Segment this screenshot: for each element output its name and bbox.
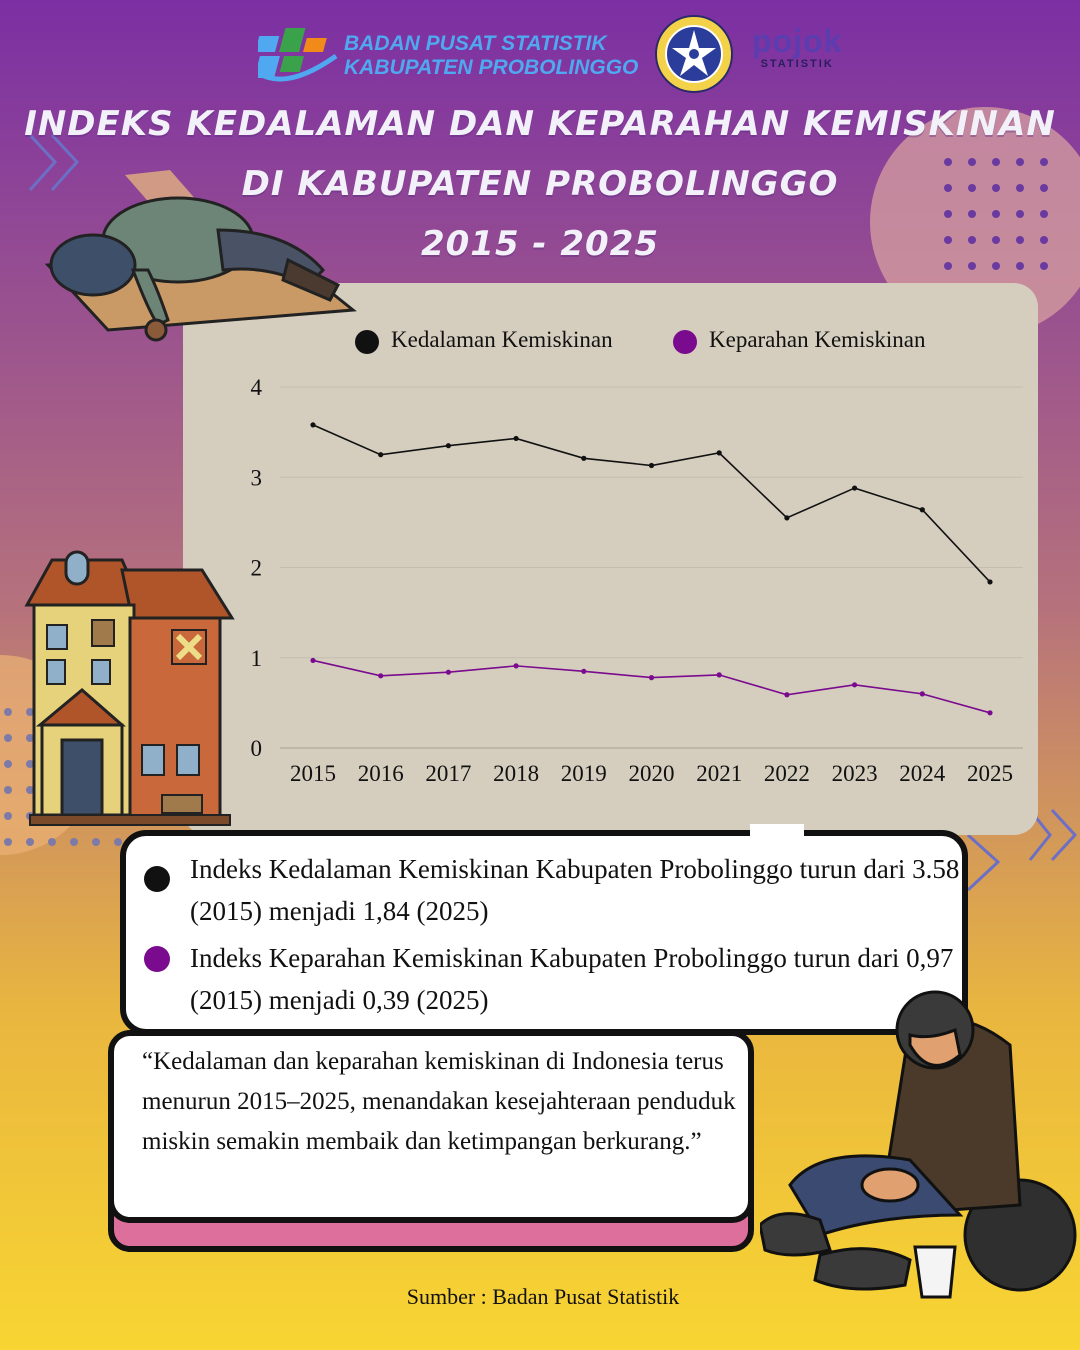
data-point-kedalaman bbox=[784, 515, 789, 520]
data-point-kedalaman bbox=[446, 443, 451, 448]
statistik-word: STATISTIK bbox=[760, 58, 834, 70]
legend-label-kedalaman: Kedalaman Kemiskinan bbox=[391, 327, 613, 352]
legend-label-keparahan: Keparahan Kemiskinan bbox=[709, 327, 926, 352]
y-tick-label: 2 bbox=[250, 555, 262, 581]
y-tick-label: 3 bbox=[250, 465, 262, 491]
title-line-1: INDEKS KEDALAMAN DAN KEPARAHAN KEMISKINAN bbox=[24, 104, 1056, 144]
data-point-keparahan bbox=[446, 670, 451, 675]
sitting-man-illustration bbox=[760, 985, 1078, 1300]
x-tick-label: 2017 bbox=[425, 761, 472, 786]
source-note: Sumber : Badan Pusat Statistik bbox=[406, 1284, 680, 1309]
x-tick-label: 2015 bbox=[290, 761, 336, 786]
data-point-keparahan bbox=[649, 675, 654, 680]
org-line-2: KABUPATEN PROBOLINGGO bbox=[344, 56, 639, 79]
pojok-word: pojok bbox=[752, 23, 843, 59]
data-point-keparahan bbox=[310, 658, 315, 663]
y-tick-label: 0 bbox=[250, 736, 262, 761]
x-tick-label: 2022 bbox=[763, 761, 810, 786]
title-line-3: 2015 - 2025 bbox=[420, 224, 660, 264]
org-line-1: BADAN PUSAT STATISTIK bbox=[344, 32, 607, 55]
data-point-kedalaman bbox=[717, 450, 722, 455]
data-point-kedalaman bbox=[514, 436, 519, 441]
data-point-kedalaman bbox=[920, 507, 925, 512]
series-line-kedalaman bbox=[313, 425, 990, 582]
data-point-kedalaman bbox=[852, 485, 857, 490]
old-house-illustration bbox=[22, 550, 237, 828]
data-point-kedalaman bbox=[310, 422, 315, 427]
x-tick-label: 2020 bbox=[628, 761, 675, 786]
x-tick-label: 2024 bbox=[899, 761, 946, 786]
data-point-keparahan bbox=[852, 682, 857, 687]
data-point-keparahan bbox=[514, 663, 519, 668]
bullet-kedalaman bbox=[144, 866, 170, 892]
x-tick-label: 2019 bbox=[560, 761, 607, 786]
x-tick-label: 2025 bbox=[967, 761, 1013, 786]
data-point-keparahan bbox=[987, 710, 992, 715]
x-tick-label: 2018 bbox=[493, 761, 540, 786]
x-tick-label: 2023 bbox=[831, 761, 878, 786]
quote-text: “Kedalaman dan keparahan kemiskinan di Indonesia terus menurun 2015–2025, menandakan kesejahteraan penduduk miskin semakin membaik dan ketimpangan berkurang.” bbox=[142, 1048, 736, 1155]
x-tick-label: 2021 bbox=[696, 761, 743, 786]
data-point-kedalaman bbox=[649, 463, 654, 468]
title-line-2: DI KABUPATEN PROBOLINGGO bbox=[241, 164, 839, 204]
data-point-keparahan bbox=[717, 672, 722, 677]
data-point-keparahan bbox=[581, 669, 586, 674]
y-tick-label: 4 bbox=[250, 375, 262, 400]
data-point-keparahan bbox=[784, 692, 789, 697]
summary-point-kedalaman: Indeks Kedalaman Kemiskinan Kabupaten Probolinggo turun dari 3.58 (2015) menjadi 1,84 (2025) bbox=[190, 854, 960, 926]
sleeping-man-illustration bbox=[38, 170, 360, 345]
bullet-keparahan bbox=[144, 946, 170, 972]
series-line-keparahan bbox=[313, 660, 990, 712]
summary-box-dash-accent bbox=[580, 822, 980, 838]
summary-point-keparahan: Indeks Keparahan Kemiskinan Kabupaten Probolinggo turun dari 0,97 (2015) menjadi 0,39 (2025) bbox=[190, 943, 954, 1015]
y-tick-label: 1 bbox=[250, 645, 262, 671]
data-point-keparahan bbox=[920, 691, 925, 696]
x-tick-label: 2016 bbox=[357, 761, 404, 786]
data-point-keparahan bbox=[378, 673, 383, 678]
data-point-kedalaman bbox=[378, 452, 383, 457]
data-point-kedalaman bbox=[581, 456, 586, 461]
data-point-kedalaman bbox=[987, 579, 992, 584]
